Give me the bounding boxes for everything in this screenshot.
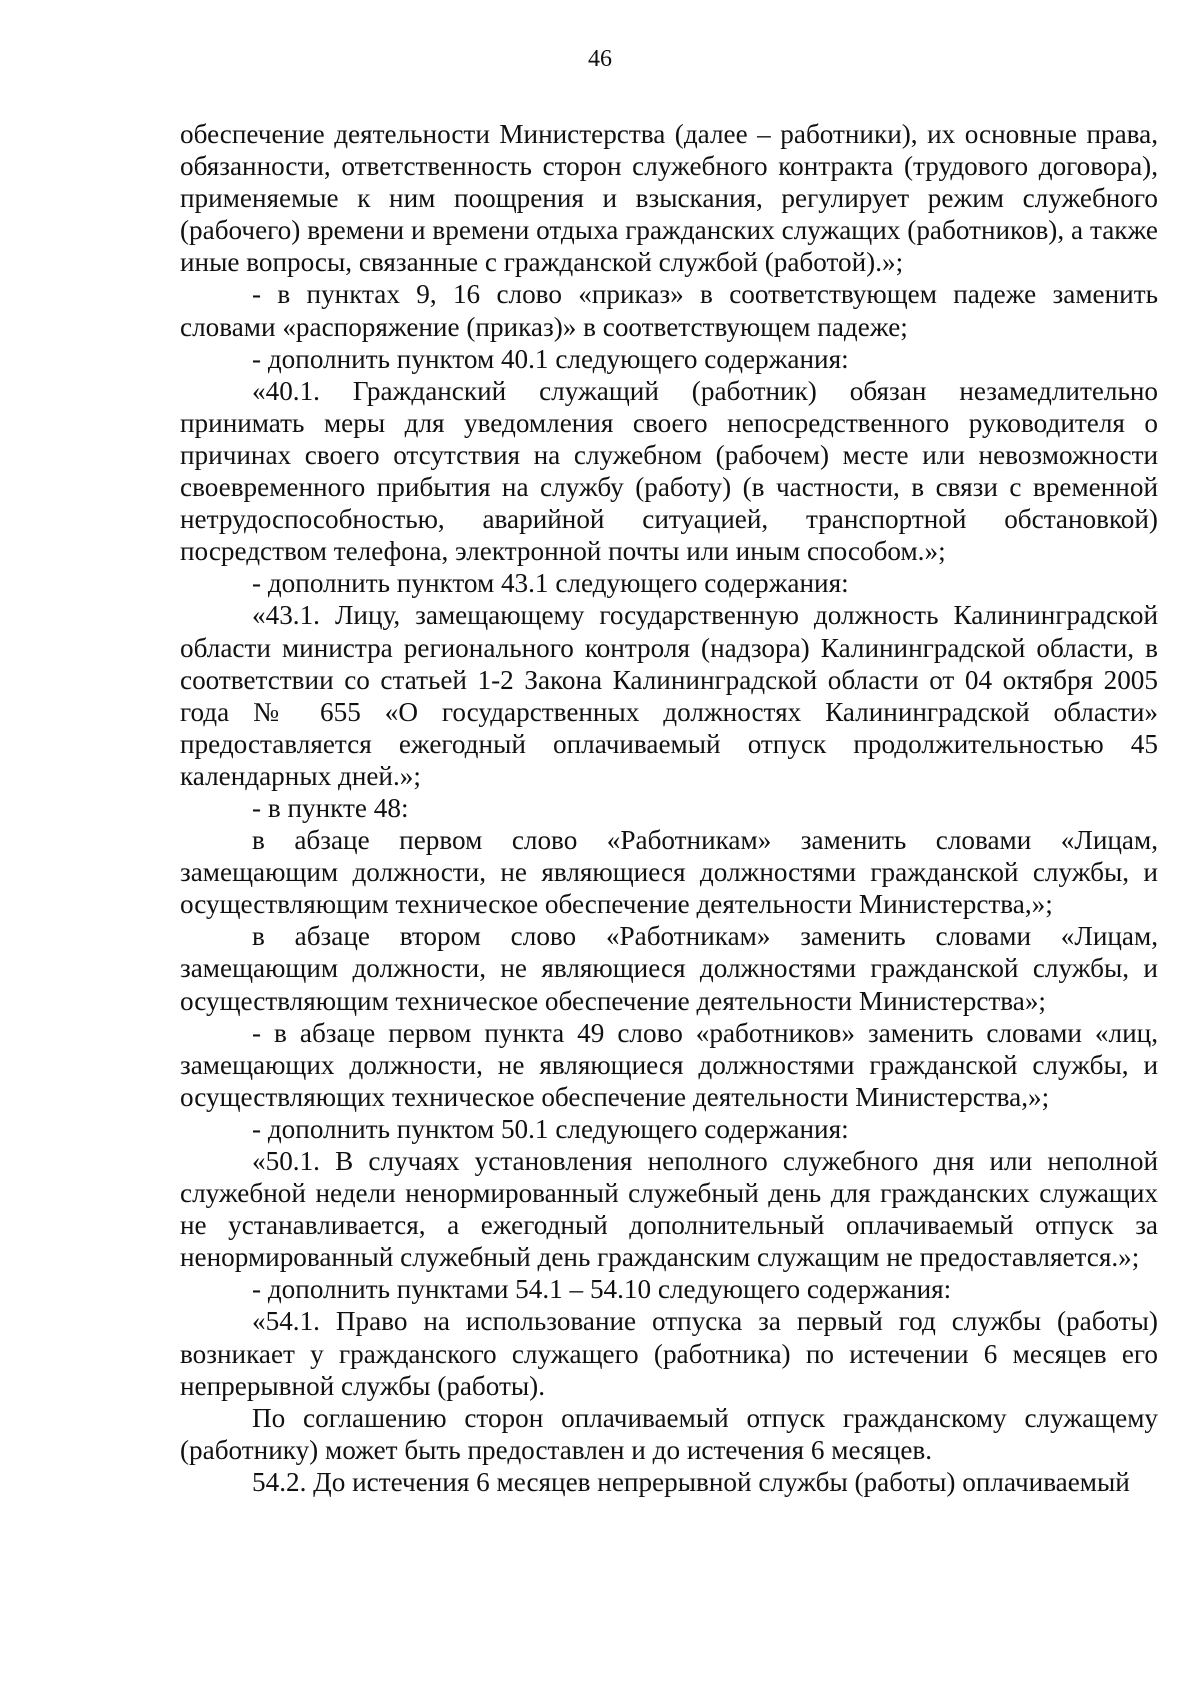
paragraph-9: в абзаце втором слово «Работникам» заменить словами «Лицам, замещающим должности, не являющиеся должностями гражданской службы, и осуществляющим техническое обеспечение деятельности Министерства»; bbox=[180, 921, 1158, 1016]
document-body bbox=[180, 118, 1158, 1498]
paragraph-2: - в пунктах 9, 16 слово «приказ» в соответствующем падеже заменить словами «распоряжение (приказ)» в соответствующем падеже; bbox=[180, 279, 1158, 342]
paragraph-13: - дополнить пунктами 54.1 – 54.10 следующего содержания: bbox=[252, 1274, 952, 1305]
paragraph-3: - дополнить пунктом 40.1 следующего содержания: bbox=[252, 343, 849, 374]
paragraph-4: «40.1. Гражданский служащий (работник) обязан незамедлительно принимать меры для уведомления своего непосредственного руководителя о причинах своего отсутствия на служебном (рабочем) месте или невозможности своевременного прибытия на службу (работу) (в частности, в связи с временной нетрудоспособностью, аварийной ситуацией, транспортной обстановкой) посредством телефона, электронной почты или иным способом.»; bbox=[180, 375, 1158, 567]
paragraph-10: - в абзаце первом пункта 49 слово «работников» заменить словами «лиц, замещающих должности, не являющиеся должностями гражданской службы, и осуществляющих техническое обеспечение деятельности Министерства,»; bbox=[180, 1017, 1158, 1112]
paragraph-7: - в пункте 48: bbox=[252, 792, 409, 823]
paragraph-16: 54.2. До истечения 6 месяцев непрерывной службы (работы) оплачиваемый bbox=[252, 1466, 1130, 1497]
paragraph-1: обеспечение деятельности Министерства (далее – работники), их основные права, обязанности, ответственность сторон служебного контракта (трудового договора), применяемые к ним поощрения и взыскания, регулирует режим служебного (рабочего) времени и времени отдыха гражданских служащих (работников), а также иные вопросы, связанные с гражданской службой (работой).»; bbox=[180, 119, 1158, 278]
paragraph-11: - дополнить пунктом 50.1 следующего содержания: bbox=[252, 1113, 849, 1144]
page-number: 46 bbox=[588, 46, 612, 72]
paragraph-5: - дополнить пунктом 43.1 следующего содержания: bbox=[252, 568, 849, 599]
paragraph-14: «54.1. Право на использование отпуска за первый год службы (работы) возникает у гражданского служащего (работника) по истечении 6 месяцев его непрерывной службы (работы). bbox=[180, 1306, 1158, 1401]
paragraph-8: в абзаце первом слово «Работникам» заменить словами «Лицам, замещающим должности, не являющиеся должностями гражданской службы, и осуществляющим техническое обеспечение деятельности Министерства,»; bbox=[180, 825, 1158, 920]
paragraph-6: «43.1. Лицу, замещающему государственную должность Калининградской области министра регионального контроля (надзора) Калининградской области, в соответствии со статьей 1-2 Закона Калининградской области от 04 октября 2005 года № 655 «О государственных должностях Калининградской области» предоставляется ежегодный оплачиваемый отпуск продолжительностью 45 календарных дней.»; bbox=[180, 600, 1158, 791]
paragraph-15: По соглашению сторон оплачиваемый отпуск гражданскому служащему (работнику) может быть предоставлен и до истечения 6 месяцев. bbox=[180, 1402, 1158, 1465]
paragraph-12: «50.1. В случаях установления неполного служебного дня или неполной служебной недели ненормированный служебный день для гражданских служащих не устанавливается, а ежегодный дополнительный оплачиваемый отпуск за ненормированный служебный день гражданским служащим не предоставляется.»; bbox=[180, 1146, 1158, 1273]
